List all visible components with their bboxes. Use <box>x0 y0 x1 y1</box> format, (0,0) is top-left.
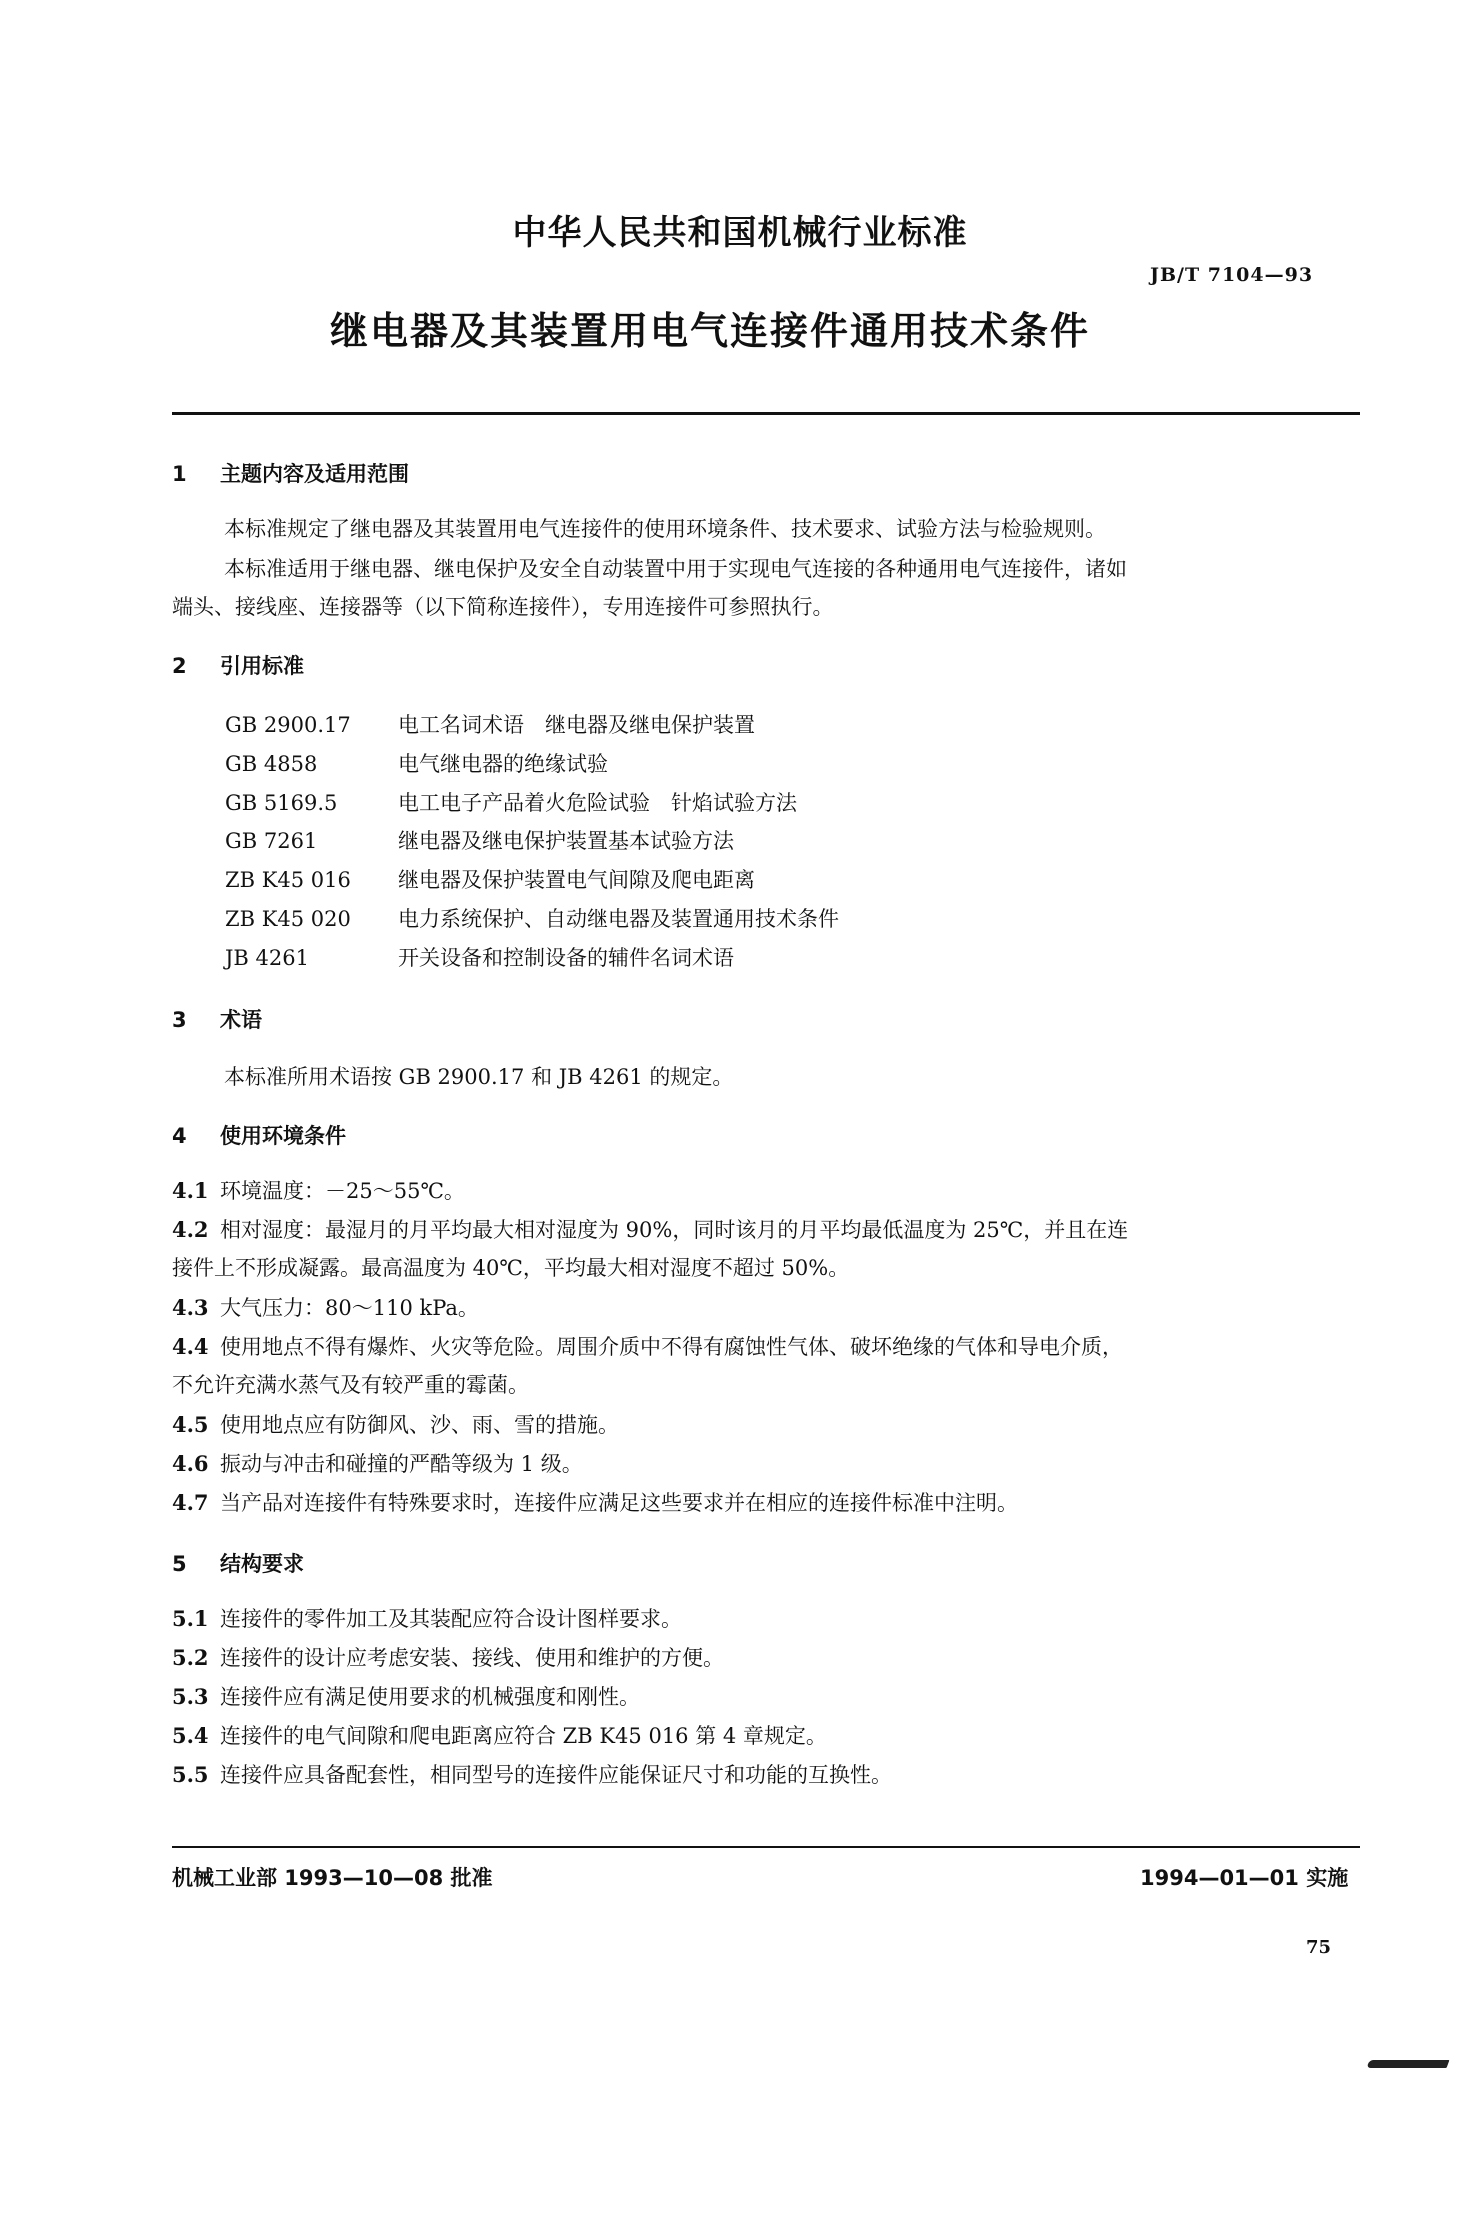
reference-row: GB 4858 电气继电器的绝缘试验 <box>225 752 608 776</box>
section-3-paragraph: 本标准所用术语按 GB 2900.17 和 JB 4261 的规定。 <box>224 1065 734 1089</box>
clause-5-3: 5.3 连接件应有满足使用要求的机械强度和刚性。 <box>172 1684 640 1709</box>
clause-5-5: 5.5 连接件应具备配套性，相同型号的连接件应能保证尺寸和功能的互换性。 <box>172 1762 892 1787</box>
reference-row: GB 5169.5 电工电子产品着火危险试验 针焰试验方法 <box>225 791 797 815</box>
clause-5-4: 5.4 连接件的电气间隙和爬电距离应符合 ZB K45 016 第 4 章规定。 <box>172 1723 827 1748</box>
reference-row: JB 4261 开关设备和控制设备的辅件名词术语 <box>225 946 734 970</box>
section-1-paragraph-1: 本标准规定了继电器及其装置用电气连接件的使用环境条件、技术要求、试验方法与检验规则。 <box>224 517 1106 541</box>
clause-5-2: 5.2 连接件的设计应考虑安装、接线、使用和维护的方便。 <box>172 1645 724 1670</box>
reference-row: ZB K45 020 电力系统保护、自动继电器及装置通用技术条件 <box>225 907 839 931</box>
clause-4-5: 4.5 使用地点应有防御风、沙、雨、雪的措施。 <box>172 1412 619 1437</box>
header-divider <box>172 412 1360 415</box>
section-1-paragraph-2-cont: 端头、接线座、连接器等（以下简称连接件），专用连接件可参照执行。 <box>172 595 834 619</box>
issuing-body: 中华人民共和国机械行业标准 <box>512 213 968 253</box>
clause-4-4: 4.4 使用地点不得有爆炸、火灾等危险。周围介质中不得有腐蚀性气体、破坏绝缘的气体和导电介质， 不允许充满水蒸气及有较严重的霉菌。 <box>172 1334 1123 1397</box>
clause-5-1: 5.1 连接件的零件加工及其装配应符合设计图样要求。 <box>172 1606 682 1631</box>
section-3-heading: 3 术语 <box>172 1008 262 1032</box>
section-1-heading: 1 主题内容及适用范围 <box>172 462 409 486</box>
clause-4-1: 4.1 环境温度：－25～55℃。 <box>172 1178 465 1203</box>
reference-row: GB 2900.17 电工名词术语 继电器及继电保护装置 <box>225 713 755 737</box>
section-1-paragraph-2: 本标准适用于继电器、继电保护及安全自动装置中用于实现电气连接的各种通用电气连接件，诸如 <box>224 557 1127 581</box>
clause-4-7: 4.7 当产品对连接件有特殊要求时，连接件应满足这些要求并在相应的连接件标准中注明。 <box>172 1490 1018 1515</box>
reference-row: GB 7261 继电器及继电保护装置基本试验方法 <box>225 829 734 853</box>
clause-4-3: 4.3 大气压力：80～110 kPa。 <box>172 1295 479 1320</box>
approval-date: 机械工业部 1993—10—08 批准 <box>172 1866 493 1890</box>
section-2-heading: 2 引用标准 <box>172 654 304 678</box>
clause-4-6: 4.6 振动与冲击和碰撞的严酷等级为 1 级。 <box>172 1451 583 1476</box>
document-title: 继电器及其装置用电气连接件通用技术条件 <box>329 309 1090 353</box>
effective-date: 1994—01—01 实施 <box>1140 1866 1349 1890</box>
footer-divider <box>172 1846 1360 1848</box>
page-number: 75 <box>1306 1937 1332 1958</box>
scan-mark <box>1367 2060 1450 2068</box>
reference-row: ZB K45 016 继电器及保护装置电气间隙及爬电距离 <box>225 868 755 892</box>
clause-4-2: 4.2 相对湿度：最湿月的月平均最大相对湿度为 90%，同时该月的月平均最低温度为 25℃，并且在连 接件上不形成凝露。最高温度为 40℃，平均最大相对湿度不超过 50%。 <box>172 1217 1129 1280</box>
section-4-heading: 4 使用环境条件 <box>172 1124 346 1148</box>
section-5-heading: 5 结构要求 <box>172 1552 304 1576</box>
standard-code: JB/T 7104—93 <box>1150 264 1314 286</box>
